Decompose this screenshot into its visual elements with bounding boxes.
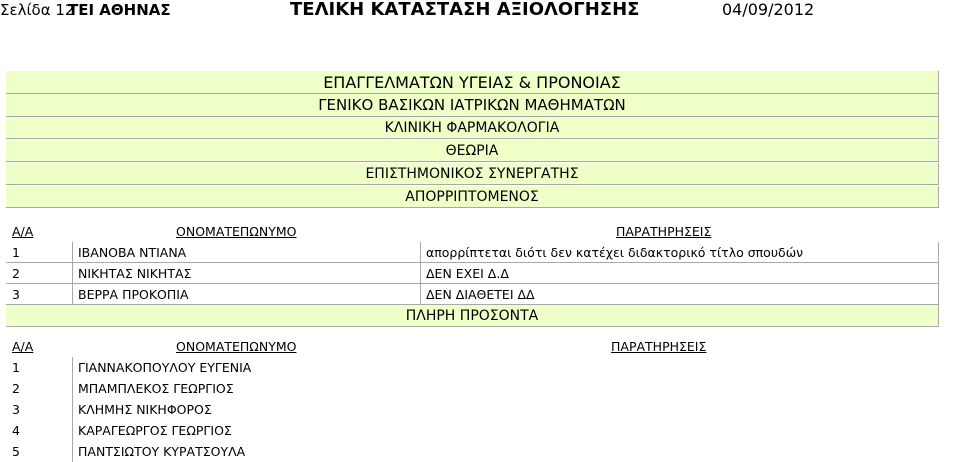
faculty-band: ΕΠΑΓΓΕΛΜΑΤΩΝ ΥΓΕΙΑΣ & ΠΡΟΝΟΙΑΣ xyxy=(6,71,939,94)
table-row xyxy=(6,263,939,284)
col-header-notes: ΠΑΡΑΤΗΡΗΣΕΙΣ xyxy=(616,224,712,239)
col-header-num: Α/Α xyxy=(12,339,34,354)
row-note: ΔΕΝ ΔΙΑΘΕΤΕΙ ΔΔ xyxy=(426,287,535,302)
department-band: ΓΕΝΙΚΟ ΒΑΣΙΚΩΝ ΙΑΤΡΙΚΩΝ ΜΑΘΗΜΑΤΩΝ xyxy=(6,94,939,117)
row-num: 5 xyxy=(12,444,20,459)
row-name: ΙΒΑΝΟΒΑ ΝΤΙΑΝΑ xyxy=(78,245,187,260)
row-num: 2 xyxy=(12,266,20,281)
row-name: ΚΛΗΜΗΣ ΝΙΚΗΦΟΡΟΣ xyxy=(78,402,212,417)
row-name: ΓΙΑΝΝΑΚΟΠΟΥΛΟΥ ΕΥΓΕΝΙΑ xyxy=(78,360,252,375)
report-date: 04/09/2012 xyxy=(722,0,815,19)
table-row xyxy=(6,441,939,462)
status-band-rejected: ΑΠΟΡΡΙΠΤΟΜΕΝΟΣ xyxy=(6,186,939,208)
table-row xyxy=(6,357,939,378)
row-num: 1 xyxy=(12,245,20,260)
row-num: 4 xyxy=(12,423,20,438)
report-title: ΤΕΛΙΚΗ ΚΑΤΑΣΤΑΣΗ ΑΞΙΟΛΟΓΗΣΗΣ xyxy=(290,0,640,20)
table-row xyxy=(6,242,939,263)
row-note: ΔΕΝ ΕΧΕΙ Δ.Δ xyxy=(426,266,509,281)
course-band: ΚΛΙΝΙΚΗ ΦΑΡΜΑΚΟΛΟΓΙΑ xyxy=(6,117,939,139)
row-num: 3 xyxy=(12,287,20,302)
row-name: ΠΑΝΤΣΙΩΤΟΥ ΚΥΡΑΤΣΟΥΛΑ xyxy=(78,444,246,459)
institution-name: ΤΕΙ ΑΘΗΝΑΣ xyxy=(68,1,171,19)
row-name: ΚΑΡΑΓΕΩΡΓΟΣ ΓΕΩΡΓΙΟΣ xyxy=(78,423,232,438)
qualified-table-header xyxy=(6,336,939,357)
row-num: 2 xyxy=(12,381,20,396)
position-band: ΕΠΙΣΤΗΜΟΝΙΚΟΣ ΣΥΝΕΡΓΑΤΗΣ xyxy=(6,163,939,185)
table-row xyxy=(6,420,939,441)
row-name: ΝΙΚΗΤΑΣ ΝΙΚΗΤΑΣ xyxy=(78,266,192,281)
col-header-name: ΟΝΟΜΑΤΕΠΩΝΥΜΟ xyxy=(176,339,297,354)
page-number: Σελίδα 12 xyxy=(0,1,75,19)
row-num: 1 xyxy=(12,360,20,375)
col-header-num: Α/Α xyxy=(12,224,34,239)
row-name: ΜΠΑΜΠΛΕΚΟΣ ΓΕΩΡΓΙΟΣ xyxy=(78,381,234,396)
row-name: ΒΕΡΡΑ ΠΡΟΚΟΠΙΑ xyxy=(78,287,189,302)
row-num: 3 xyxy=(12,402,20,417)
col-header-notes: ΠΑΡΑΤΗΡΗΣΕΙΣ xyxy=(611,339,707,354)
rejected-table-header xyxy=(6,221,939,242)
table-row xyxy=(6,378,939,399)
table-row xyxy=(6,399,939,420)
status-band-full: ΠΛΗΡΗ ΠΡΟΣΟΝΤΑ xyxy=(6,305,939,327)
col-header-name: ΟΝΟΜΑΤΕΠΩΝΥΜΟ xyxy=(176,224,297,239)
table-row xyxy=(6,284,939,305)
row-note: απορρίπτεται διότι δεν κατέχει διδακτορικό τίτλο σπουδών xyxy=(426,245,804,260)
course-type-band: ΘΕΩΡΙΑ xyxy=(6,140,939,162)
